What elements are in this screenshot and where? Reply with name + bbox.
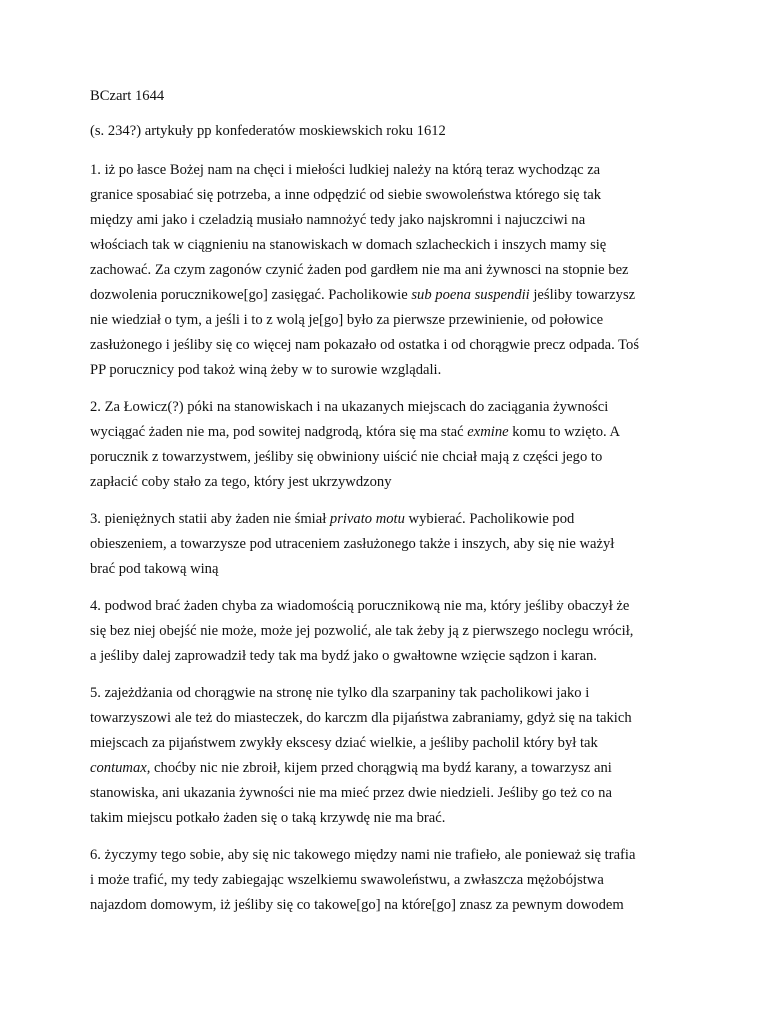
text-segment: wybierać. Pacholikowie pod — [404, 511, 575, 527]
text-line: 4. podwod brać żaden chyba za wiadomością porucznikową nie ma, który jeśliby obaczył że — [90, 598, 630, 614]
paragraph-1 — [90, 158, 680, 383]
text-line-mixed — [90, 756, 680, 781]
text-segment: wyciągać żaden nie ma, pod sowitej nadgrodą, która się ma stać — [90, 424, 468, 440]
paragraph-5 — [90, 681, 680, 831]
italic-phrase: privato motu — [329, 511, 405, 527]
paragraph-2 — [90, 395, 680, 495]
text-line: włościach tak w ciągnieniu na stanowiskach w domach szlacheckich i inszych mamy się — [90, 237, 607, 253]
text-segment: dozwolenia porucznikowe[go] zasięgać. Pacholikowie — [90, 287, 412, 303]
text-line-mixed — [90, 507, 680, 532]
text-line-mixed — [90, 283, 680, 308]
text-segment: jeśliby towarzysz — [529, 287, 636, 303]
text-line: 1. iż po łasce Bożej nam na chęci i miełości ludkiej należy na którą teraz wychodząc za — [90, 162, 601, 178]
paragraph-3 — [90, 507, 680, 582]
text-line: nie wiedział o tym, a jeśli i to z wolą je[go] było za pierwsze przewinienie, od połowice — [90, 312, 604, 328]
text-line: między ami jako i czeladzią musiało namnożyć tedy jako najskromni i najuczciwi na — [90, 212, 586, 228]
text-line: a jeśliby dalej zaprowadził tedy tak ma bydź jako o gwałtowne wzięcie sądzon i karan. — [90, 648, 597, 664]
text-line: zapłacić coby stało za tego, który jest ukrzywdzony — [90, 474, 392, 490]
text-line: i może trafić, my tedy zabiegając wszelkiemu swawoleństwu, a zwłaszcza mężobójstwa — [90, 872, 604, 888]
text-segment: komu to wzięto. A — [508, 424, 621, 440]
text-line: się bez niej obejść nie może, może jej pozwolić, ale tak żeby ją z pierwszego noclegu wrócił, — [90, 623, 634, 639]
text-line: 6. życzymy tego sobie, aby się nic takowego między nami nie trafieło, ale ponieważ się trafia — [90, 847, 636, 863]
text-line: obieszeniem, a towarzysze pod utraceniem zasłużonego także i inszych, aby się nie ważył — [90, 536, 615, 552]
paragraph-4 — [90, 594, 680, 669]
text-line: porucznik z towarzystwem, jeśliby się obwiniony uiścić nie chciał mają z części jego to — [90, 449, 603, 465]
text-line: PP porucznicy pod takoż winą żeby w to surowie wzglądali. — [90, 362, 442, 378]
italic-phrase: sub poena suspendii — [411, 287, 530, 303]
text-line: najazdom domowym, iż jeśliby się co takowe[go] na które[go] znasz za pewnym dowodem — [90, 897, 624, 913]
document-page — [90, 88, 680, 930]
document-subtitle: (s. 234?) artykuły pp konfederatów moskiewskich roku 1612 — [90, 123, 446, 139]
text-segment: choćby nic nie zbroił, kijem przed chorągwią ma bydź karany, a towarzysz ani — [150, 760, 612, 776]
text-line: granice sposabiać się potrzeba, a inne odpędzić od siebie swowoleństwa którego się tak — [90, 187, 602, 203]
text-line-mixed — [90, 420, 680, 445]
document-header: BCzart 1644 — [90, 88, 165, 104]
text-line: miejscach za pijaństwem zwykły ekscesy dziać wielkie, a jeśliby pacholil który był tak — [90, 735, 598, 751]
text-line: towarzyszowi ale też do miasteczek, do karczm dla pijaństwa zabraniamy, gdyż się na takich — [90, 710, 632, 726]
paragraph-6 — [90, 843, 680, 918]
text-line: takim miejscu potkało żaden się o taką krzywdę nie ma brać. — [90, 810, 446, 826]
text-line: 2. Za Łowicz(?) póki na stanowiskach i na ukazanych miejscach do zaciągania żywności — [90, 399, 609, 415]
text-line: stanowiska, ani ukazania żywności nie ma mieć przez dwie niedzieli. Jeśliby go też co na — [90, 785, 612, 801]
italic-phrase: contumax, — [90, 760, 151, 776]
text-segment: 3. pieniężnych statii aby żaden nie śmiał — [90, 511, 330, 527]
text-line: brać pod takową winą — [90, 561, 219, 577]
italic-phrase: exmine — [467, 424, 509, 440]
text-line: zasłużonego i jeśliby się co więcej nam pokazało od ostatka i od chorągwie precz odpada. Toś — [90, 337, 640, 353]
text-line: 5. zajeżdżania od chorągwie na stronę nie tylko dla szarpaniny tak pacholikowi jako i — [90, 685, 590, 701]
text-line: zachować. Za czym zagonów czynić żaden pod gardłem nie ma ani żywnosci na stopnie bez — [90, 262, 629, 278]
